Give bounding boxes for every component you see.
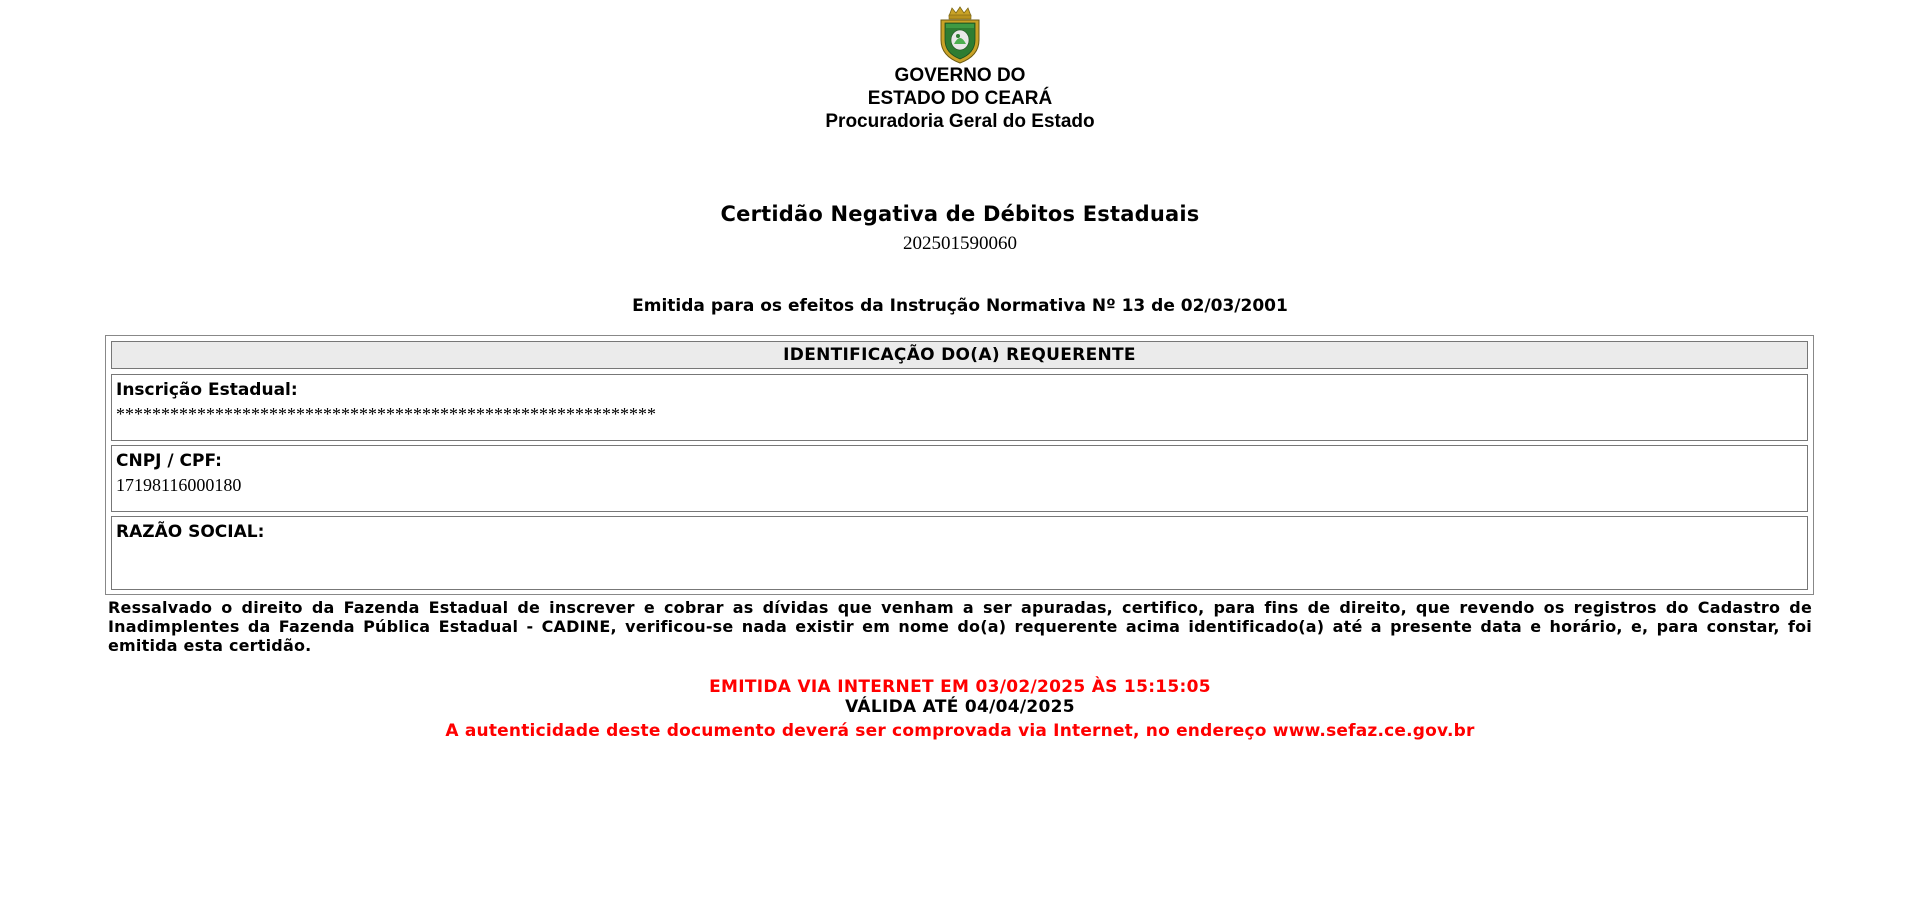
inscricao-estadual-label: Inscrição Estadual:	[116, 380, 298, 400]
certification-text: Ressalvado o direito da Fazenda Estadual de inscrever e cobrar as dívidas que venham a ser apuradas, certifico, para fins de direito, que revendo os registros do Cadastro de Inadimplentes da Fazenda Pública Estadual - CADINE, verificou-se nada existir em nome do(a) requerente acima identificado(a) até a presente data e horário, e, para constar, foi emitida esta certidão.	[108, 598, 1812, 655]
agency-name: Procuradoria Geral do Estado	[825, 111, 1095, 132]
header	[0, 6, 1920, 133]
government-line-2: ESTADO DO CEARÁ	[867, 88, 1053, 109]
cnpj-cpf-value: 17198116000180	[116, 475, 242, 495]
ceara-coat-of-arms-icon	[937, 6, 983, 64]
cnpj-cpf-label: CNPJ / CPF:	[116, 451, 222, 471]
authenticity-notice: A autenticidade deste documento deverá ser comprovada via Internet, no endereço www.sefaz.ce.gov.br	[445, 721, 1475, 741]
valid-until: VÁLIDA ATÉ 04/04/2025	[845, 697, 1075, 717]
government-line-1: GOVERNO DO	[894, 65, 1026, 86]
certificate-number: 202501590060	[903, 233, 1017, 254]
inscricao-estadual-value: ************************************************************	[116, 404, 656, 424]
identification-heading: IDENTIFICAÇÃO DO(A) REQUERENTE	[111, 341, 1808, 369]
razao-social-cell	[111, 516, 1808, 590]
certificate-title: Certidão Negativa de Débitos Estaduais	[720, 202, 1200, 226]
requester-identification-table	[105, 335, 1814, 595]
razao-social-label: RAZÃO SOCIAL:	[116, 522, 265, 542]
instrucao-normativa-line: Emitida para os efeitos da Instrução Normativa Nº 13 de 02/03/2001	[632, 296, 1288, 316]
inscricao-estadual-cell	[111, 374, 1808, 441]
cnpj-cpf-cell	[111, 445, 1808, 512]
issued-via-internet: EMITIDA VIA INTERNET EM 03/02/2025 ÀS 15:15:05	[709, 677, 1211, 697]
